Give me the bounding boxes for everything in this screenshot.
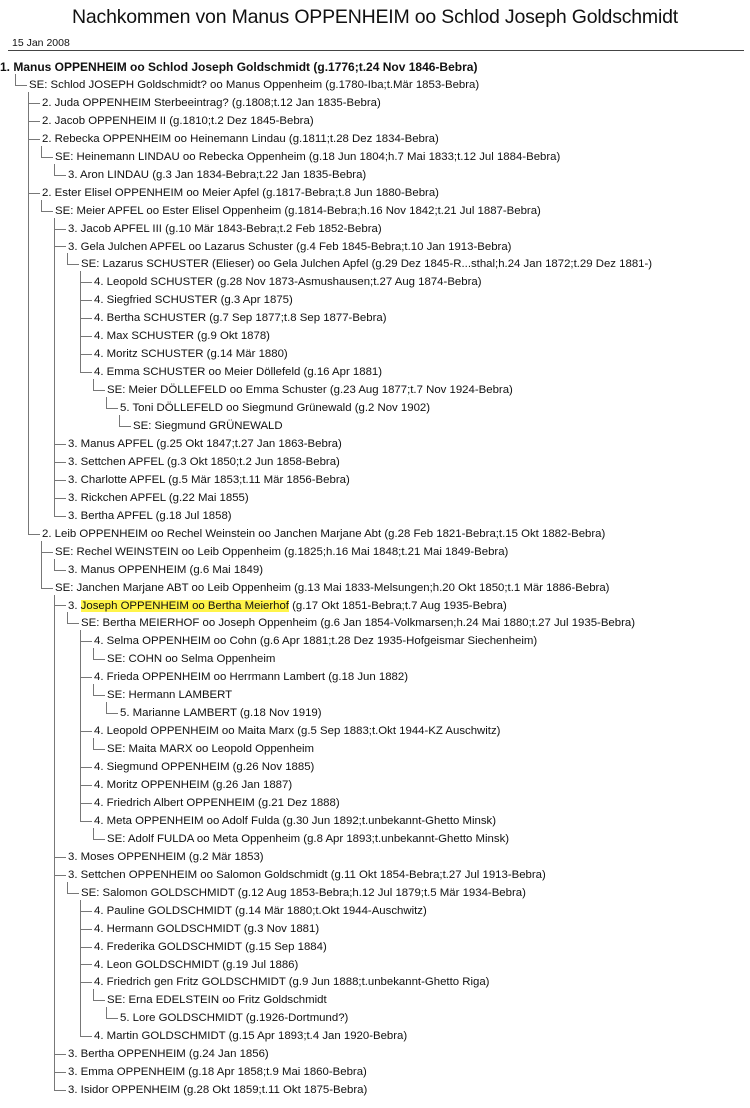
tree-connector [54, 164, 55, 175]
tree-connector [54, 875, 66, 876]
tree-connector [67, 893, 79, 894]
tree-entry [55, 543, 508, 561]
tree-connector [119, 415, 120, 426]
tree-entry [81, 884, 526, 902]
tree-entry [94, 632, 537, 650]
entry-text: 3. [68, 599, 81, 612]
entry-text: SE: Lazarus SCHUSTER (Elieser) oo Gela Julchen Apfel (g.29 Dez 1845-R...sthal;h.24 Jan 1872;t.29 Dez 1881-) [81, 258, 653, 271]
tree-connector [54, 444, 66, 445]
entry-text: 4. Friedrich gen Fritz GOLDSCHMIDT (g.9 Jun 1888;t.unbekannt-Ghetto Riga) [94, 976, 490, 989]
tree-entry [94, 776, 292, 794]
entry-text: 3. Settchen APFEL (g.3 Okt 1850;t.2 Jun 1858-Bebra) [68, 455, 340, 468]
tree-connector [80, 947, 92, 948]
entry-text: 2. Ester Elisel OPPENHEIM oo Meier Apfel (g.1817-Bebra;t.8 Jun 1880-Bebra) [42, 186, 439, 199]
tree-connector [106, 408, 118, 409]
tree-entry [94, 758, 314, 776]
tree-entry [42, 112, 314, 130]
tree-connector [54, 1054, 66, 1055]
tree-connector [93, 684, 94, 695]
tree-connector [67, 623, 79, 624]
entry-text: 3. Manus APFEL (g.25 Okt 1847;t.27 Jan 1863-Bebra) [68, 437, 342, 450]
tree-connector [80, 1036, 92, 1037]
entry-text: 2. Jacob OPPENHEIM II (g.1810;t.2 Dez 1845-Bebra) [42, 114, 314, 127]
tree-connector [80, 731, 92, 732]
entry-text: 3. Bertha APFEL (g.18 Jul 1858) [68, 509, 232, 522]
tree-connector [93, 839, 105, 840]
entry-text: 4. Siegmund OPPENHEIM (g.26 Nov 1885) [94, 761, 315, 774]
tree-connector [106, 1018, 118, 1019]
tree-entry [68, 1081, 367, 1099]
entry-text: 4. Siegfried SCHUSTER (g.3 Apr 1875) [94, 294, 293, 307]
tree-connector [54, 1090, 66, 1091]
tree-connector [80, 982, 92, 983]
tree-connector [54, 462, 66, 463]
tree-entry [68, 220, 382, 238]
entry-text: 4. Moritz OPPENHEIM (g.26 Jan 1887) [94, 779, 293, 791]
tree-connector [93, 989, 94, 1000]
entry-text: 3. Emma OPPENHEIM (g.18 Apr 1858;t.9 Mai 1860-Bebra) [68, 1066, 367, 1079]
tree-entry [94, 327, 270, 345]
entry-text: 4. Friedrich Albert OPPENHEIM (g.21 Dez 1888) [94, 796, 340, 809]
tree-entry [94, 973, 489, 991]
tree-entry [94, 794, 340, 812]
tree-connector [106, 1007, 107, 1018]
tree-entry [94, 920, 319, 938]
tree-entry [42, 525, 605, 543]
tree-connector [80, 336, 92, 337]
entry-text: 4. Selma OPPENHEIM oo Cohn (g.6 Apr 1881;t.28 Dez 1935-Hofgeismar Siechenheim) [94, 635, 538, 648]
tree-connector [28, 534, 40, 535]
tree-entry [107, 740, 314, 758]
tree-connector [54, 229, 66, 230]
entry-text: 4. Meta OPPENHEIM oo Adolf Fulda (g.30 Jun 1892;t.unbekannt-Ghetto Minsk) [94, 814, 497, 827]
tree-connector [28, 193, 40, 194]
tree-connector [54, 246, 66, 247]
entry-text: 4. Leon GOLDSCHMIDT (g.19 Jul 1886) [94, 958, 299, 971]
tree-connector [93, 749, 105, 750]
tree-connector [28, 139, 40, 140]
tree-connector [93, 828, 94, 839]
tree-connector [93, 659, 105, 660]
entry-text: 4. Frieda OPPENHEIM oo Herrmann Lambert (g.18 Jun 1882) [94, 671, 409, 684]
entry-text: SE: Maita MARX oo Leopold Oppenheim [107, 743, 315, 756]
tree-connector [80, 929, 92, 930]
tree-connector [54, 516, 66, 517]
tree-connector [28, 121, 40, 122]
descendant-tree [0, 58, 750, 1108]
tree-entry [107, 686, 232, 704]
print-date: 15 Jan 2008 [12, 37, 70, 49]
tree-entry [94, 722, 500, 740]
tree-connector [93, 379, 94, 390]
tree-entry [68, 238, 511, 256]
title-divider [8, 50, 744, 51]
entry-text: 1. Manus OPPENHEIM oo Schlod Joseph Goldschmidt (g.1776;t.24 Nov 1846-Bebra) [0, 60, 478, 74]
tree-entry [94, 363, 382, 381]
tree-connector [80, 282, 92, 283]
entry-text: SE: Adolf FULDA oo Meta Oppenheim (g.8 Apr 1893;t.unbekannt-Ghetto Minsk) [107, 832, 510, 845]
tree-entry [120, 704, 322, 722]
tree-entry [68, 471, 350, 489]
tree-connector [41, 541, 42, 588]
tree-connector [80, 821, 92, 822]
tree-connector [80, 300, 92, 301]
tree-connector [54, 570, 66, 571]
entry-text: SE: Heinemann LINDAU oo Rebecka Oppenheim (g.18 Jun 1804;h.7 Mai 1833;t.12 Jul 1884-Bebra) [55, 150, 561, 163]
tree-connector [106, 397, 107, 408]
tree-entry [29, 76, 479, 94]
tree-entry [68, 561, 263, 579]
entry-text: 4. Hermann GOLDSCHMIDT (g.3 Nov 1881) [94, 922, 320, 935]
entry-text: SE: Meier APFEL oo Ester Elisel Oppenheim (g.1814-Bebra;h.16 Nov 1842;t.21 Jul 1887-Bebra) [55, 204, 541, 217]
tree-entry [120, 399, 430, 417]
tree-connector [41, 200, 42, 211]
tree-entry [42, 94, 381, 112]
tree-entry [107, 991, 327, 1009]
entry-text: 3. Moses OPPENHEIM (g.2 Mär 1853) [68, 850, 264, 863]
tree-connector [93, 1000, 105, 1001]
tree-connector [41, 157, 53, 158]
tree-entry [42, 184, 439, 202]
tree-connector [54, 605, 66, 606]
tree-connector [80, 354, 92, 355]
entry-text: 5. Toni DÖLLEFELD oo Siegmund Grünewald (g.2 Nov 1902) [120, 402, 431, 415]
entry-text: 2. Rebecka OPPENHEIM oo Heinemann Lindau (g.1811;t.28 Dez 1834-Bebra) [42, 132, 439, 145]
tree-entry [107, 381, 513, 399]
tree-entry [94, 902, 427, 920]
tree-connector [54, 1072, 66, 1073]
tree-connector [80, 900, 81, 1037]
tree-connector [54, 498, 66, 499]
tree-connector [93, 648, 94, 659]
entry-text: SE: Meier DÖLLEFELD oo Emma Schuster (g.23 Aug 1877;t.7 Nov 1924-Bebra) [107, 384, 513, 397]
tree-connector [54, 175, 66, 176]
tree-entry [68, 866, 546, 884]
entry-text: SE: COHN oo Selma Oppenheim [107, 653, 276, 666]
tree-connector [106, 702, 107, 713]
tree-entry [94, 956, 298, 974]
tree-connector [54, 857, 66, 858]
entry-text: 4. Frederika GOLDSCHMIDT (g.15 Sep 1884) [94, 940, 327, 953]
highlighted-name: Joseph OPPENHEIM oo Bertha Meierhof [80, 599, 289, 612]
tree-connector [80, 271, 81, 372]
tree-connector [67, 253, 68, 264]
tree-entry [68, 1045, 269, 1063]
tree-connector [80, 630, 81, 820]
tree-entry [94, 668, 408, 686]
entry-text: 2. Juda OPPENHEIM Sterbeeintrag? (g.1808;t.12 Jan 1835-Bebra) [42, 96, 381, 109]
tree-connector [106, 713, 118, 714]
entry-text: 5. Lore GOLDSCHMIDT (g.1926-Dortmund?) [120, 1012, 349, 1025]
tree-connector [54, 480, 66, 481]
entry-text: 4. Moritz SCHUSTER (g.14 Mär 1880) [94, 348, 288, 361]
tree-connector [67, 882, 68, 893]
tree-entry [133, 417, 283, 435]
entry-text: 3. Aron LINDAU (g.3 Jan 1834-Bebra;t.22 Jan 1835-Bebra) [68, 168, 367, 181]
entry-text-tail: (g.17 Okt 1851-Bebra;t.7 Aug 1935-Bebra) [288, 599, 507, 612]
entry-text: 5. Marianne LAMBERT (g.18 Nov 1919) [120, 707, 322, 720]
entry-text: 3. Rickchen APFEL (g.22 Mai 1855) [68, 491, 249, 504]
entry-text: 3. Jacob APFEL III (g.10 Mär 1843-Bebra;t.2 Feb 1852-Bebra) [68, 222, 382, 235]
tree-connector [119, 426, 131, 427]
entry-text: 3. Manus OPPENHEIM (g.6 Mai 1849) [68, 563, 263, 576]
tree-connector [80, 372, 92, 373]
tree-entry [68, 848, 264, 866]
tree-connector [93, 390, 105, 391]
tree-entry [94, 938, 327, 956]
tree-connector [54, 595, 55, 1091]
tree-connector [80, 641, 92, 642]
tree-connector [15, 85, 27, 86]
tree-entry [94, 812, 496, 830]
tree-connector [41, 552, 53, 553]
entry-text: 4. Emma SCHUSTER oo Meier Döllefeld (g.16 Apr 1881) [94, 366, 383, 379]
tree-connector [41, 588, 53, 589]
tree-entry [81, 614, 635, 632]
tree-entry [68, 166, 366, 184]
entry-text: SE: Hermann LAMBERT [107, 689, 233, 702]
entry-text: 4. Bertha SCHUSTER (g.7 Sep 1877;t.8 Sep 1877-Bebra) [94, 312, 387, 325]
tree-connector [80, 803, 92, 804]
entry-text: SE: Rechel WEINSTEIN oo Leib Oppenheim (g.1825;h.16 Mai 1848;t.21 Mai 1849-Bebra) [55, 545, 509, 558]
tree-connector [80, 785, 92, 786]
tree-entry [42, 130, 439, 148]
entry-text: SE: Bertha MEIERHOF oo Joseph Oppenheim (g.6 Jan 1854-Volkmarsen;h.24 Mai 1880;t.27 Jul 1935-Bebra) [81, 617, 636, 630]
tree-connector [93, 738, 94, 749]
tree-connector [80, 964, 92, 965]
tree-entry [55, 202, 541, 220]
entry-text: 3. Isidor OPPENHEIM (g.28 Okt 1859;t.11 Okt 1875-Bebra) [68, 1084, 368, 1097]
entry-text: SE: Salomon GOLDSCHMIDT (g.12 Aug 1853-Bebra;h.12 Jul 1879;t.5 Mär 1934-Bebra) [81, 886, 526, 899]
tree-entry [94, 1027, 407, 1045]
tree-entry [68, 507, 232, 525]
tree-entry [55, 148, 560, 166]
tree-connector [28, 103, 40, 104]
entry-text: 3. Bertha OPPENHEIM (g.24 Jan 1856) [68, 1048, 269, 1061]
tree-entry [68, 597, 507, 615]
tree-entry [55, 579, 609, 597]
tree-entry [68, 1063, 367, 1081]
tree-entry [94, 273, 482, 291]
tree-entry [120, 1009, 348, 1027]
tree-connector [93, 695, 105, 696]
entry-text: SE: Erna EDELSTEIN oo Fritz Goldschmidt [107, 994, 327, 1007]
tree-entry [68, 489, 249, 507]
tree-entry [0, 58, 477, 76]
entry-text: SE: Janchen Marjane ABT oo Leib Oppenheim (g.13 Mai 1833-Melsungen;h.20 Okt 1850;t.1 Mär 1886-Bebra) [55, 581, 610, 594]
entry-text: 4. Max SCHUSTER (g.9 Okt 1878) [94, 330, 270, 343]
tree-connector [41, 211, 53, 212]
entry-text: 4. Leopold OPPENHEIM oo Maita Marx (g.5 Sep 1883;t.Okt 1944-KZ Auschwitz) [94, 725, 501, 738]
tree-entry [107, 830, 509, 848]
entry-text: SE: Siegmund GRÜNEWALD [133, 420, 283, 432]
entry-text: 4. Pauline GOLDSCHMIDT (g.14 Mär 1880;t.Okt 1944-Auschwitz) [94, 904, 427, 917]
document-title: Nachkommen von Manus OPPENHEIM oo Schlod Joseph Goldschmidt [72, 6, 678, 28]
entry-text: 4. Martin GOLDSCHMIDT (g.15 Apr 1893;t.4 Jan 1920-Bebra) [94, 1030, 408, 1043]
tree-connector [54, 218, 55, 516]
entry-text: 2. Leib OPPENHEIM oo Rechel Weinstein oo Janchen Marjane Abt (g.28 Feb 1821-Bebra;t.15 Okt 1882-Bebra) [42, 527, 606, 540]
tree-connector [67, 264, 79, 265]
tree-connector [41, 146, 42, 157]
entry-text: SE: Schlod JOSEPH Goldschmidt? oo Manus Oppenheim (g.1780-Iba;t.Mär 1853-Bebra) [29, 78, 480, 91]
tree-connector [15, 74, 16, 85]
tree-entry [94, 309, 387, 327]
tree-entry [94, 345, 288, 363]
tree-connector [80, 767, 92, 768]
tree-connector [80, 318, 92, 319]
entry-text: 3. Settchen OPPENHEIM oo Salomon Goldschmidt (g.11 Okt 1854-Bebra;t.27 Jul 1913-Bebra) [68, 868, 546, 881]
tree-entry [68, 435, 342, 453]
tree-connector [54, 559, 55, 570]
tree-entry [68, 453, 340, 471]
tree-connector [28, 92, 29, 534]
entry-text: 4. Leopold SCHUSTER (g.28 Nov 1873-Asmushausen;t.27 Aug 1874-Bebra) [94, 276, 482, 289]
tree-entry [94, 291, 293, 309]
entry-text: 3. Gela Julchen APFEL oo Lazarus Schuster (g.4 Feb 1845-Bebra;t.10 Jan 1913-Bebra) [68, 240, 512, 253]
tree-connector [80, 911, 92, 912]
tree-entry [107, 650, 275, 668]
entry-text: 3. Charlotte APFEL (g.5 Mär 1853;t.11 Mär 1856-Bebra) [68, 473, 350, 486]
tree-entry [81, 255, 652, 273]
tree-connector [67, 612, 68, 623]
tree-connector [80, 677, 92, 678]
